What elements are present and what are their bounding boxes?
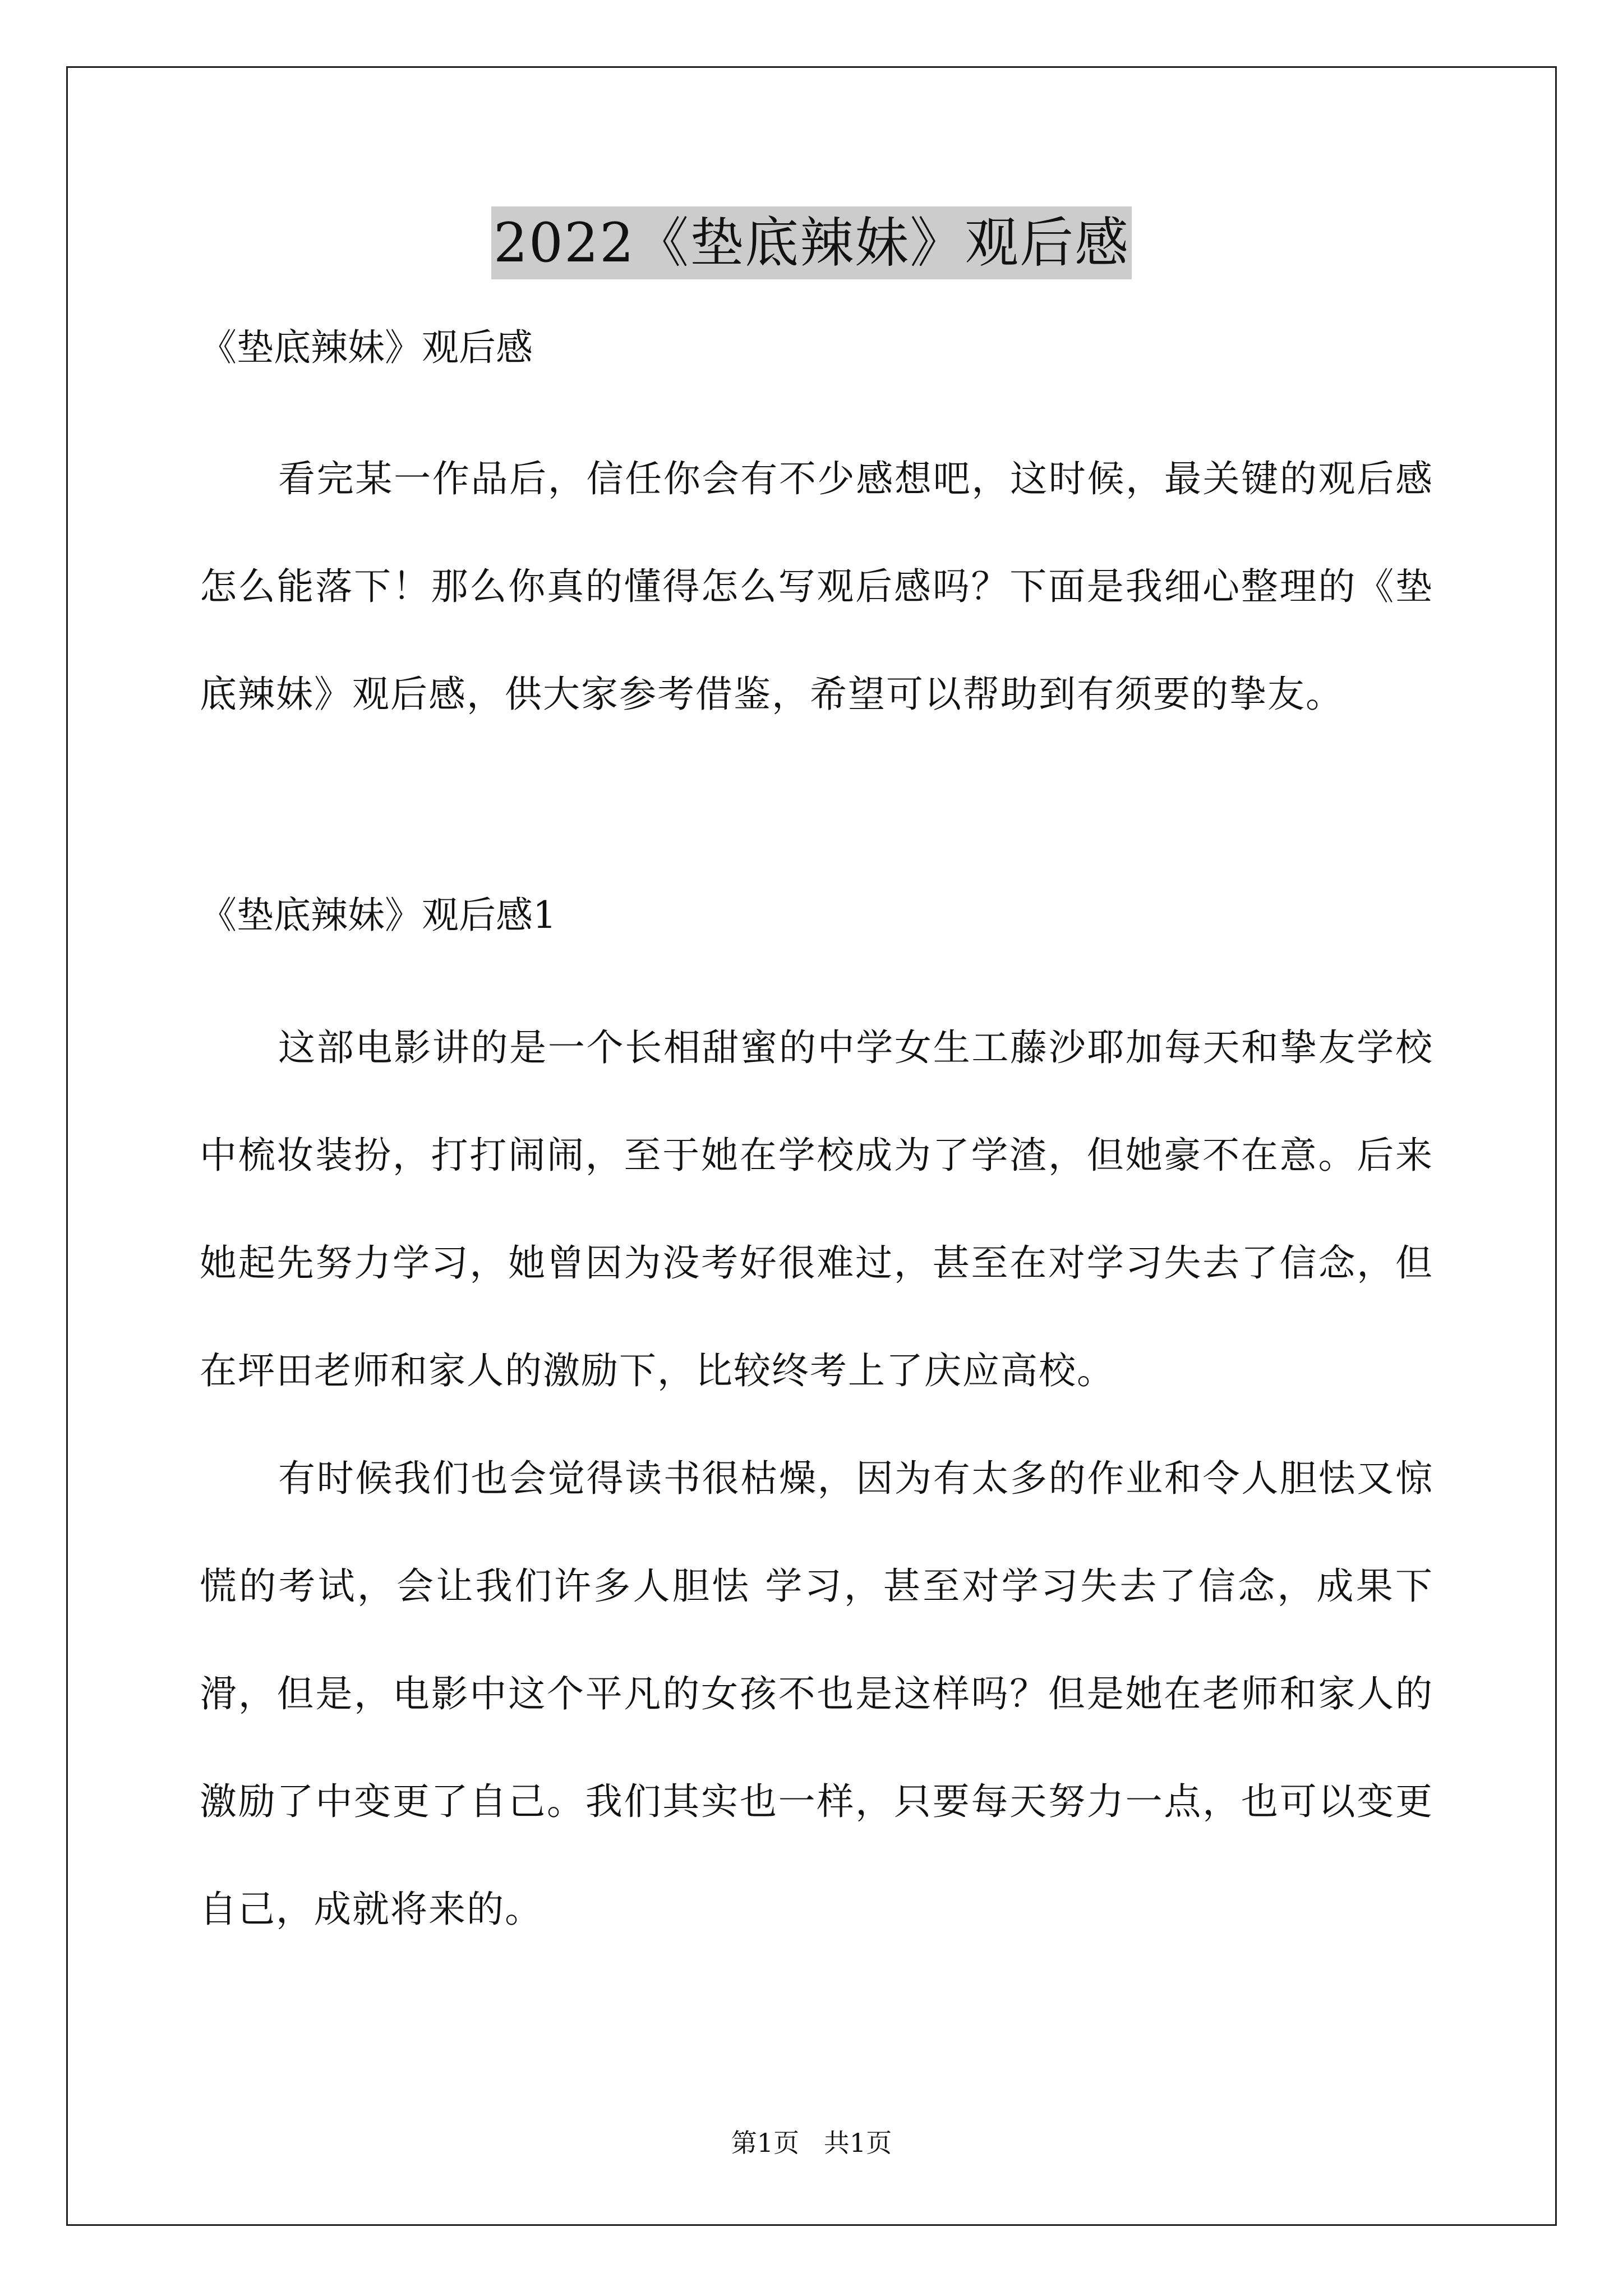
spacer: [200, 381, 1433, 425]
title-container: [0, 206, 1623, 279]
section-1-paragraph-2: 有时候我们也会觉得读书很枯燥，因为有太多的作业和令人胆怯又惊慌的考试，会让我们许多人胆怯 学习，甚至对学习失去了信念，成果下滑，但是，电影中这个平凡的女孩不也是这样吗？但是她在老师和家人的激励了中变更了自己。我们其实也一样，只要每天努力一点，也可以变更自己，成就将来的。: [200, 1457, 1433, 1931]
spacer: [200, 748, 1433, 882]
document-title: 2022《垫底辣妹》观后感: [491, 206, 1132, 279]
section-1-heading: 《垫底辣妹》观后感1: [200, 894, 556, 937]
page-footer: 第1页 共1页: [731, 2128, 892, 2158]
spacer: [200, 949, 1433, 994]
intro-heading: 《垫底辣妹》观后感: [200, 326, 533, 369]
intro-paragraph: 看完某一作品后，信任你会有不少感想吧，这时候，最关键的观后感怎么能落下！那么你真的懂得怎么写观后感吗？下面是我细心整理的《垫底辣妹》观后感，供大家参考借鉴，希望可以帮助到有须要的挚友。: [200, 457, 1433, 716]
document-body: [200, 314, 1433, 1963]
section-1-paragraph-1: 这部电影讲的是一个长相甜蜜的中学女生工藤沙耶加每天和挚友学校中梳妆装扮，打打闹闹，至于她在学校成为了学渣，但她豪不在意。后来她起先努力学习，她曾因为没考好很难过，甚至在对学习失去了信念，但在坪田老师和家人的激励下，比较终考上了庆应高校。: [200, 1026, 1433, 1392]
